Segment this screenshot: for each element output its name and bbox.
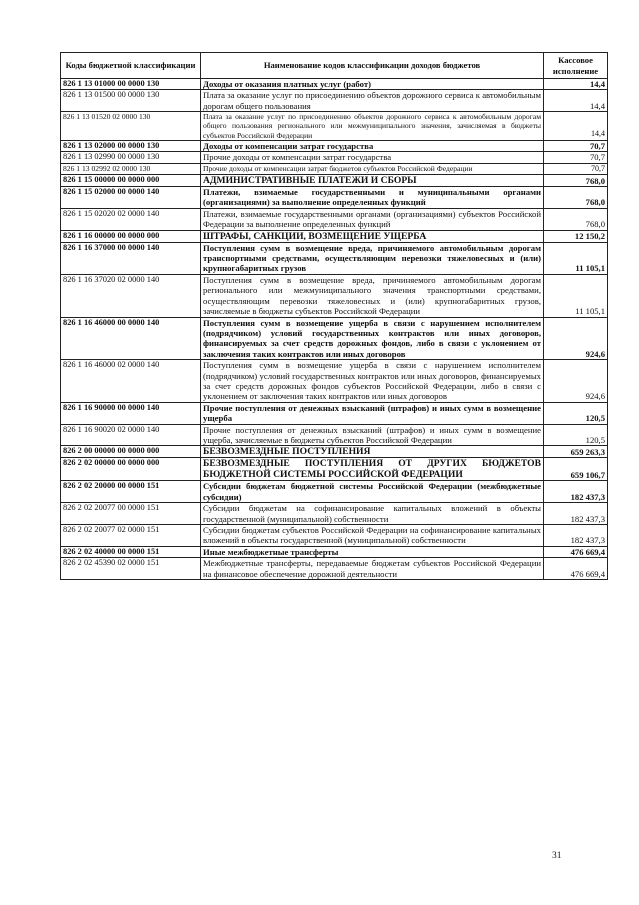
row-value: 768,0 bbox=[544, 187, 608, 209]
row-code: 826 1 16 46000 00 0000 140 bbox=[61, 317, 201, 360]
table-row bbox=[61, 546, 608, 557]
row-code: 826 2 02 20077 02 0000 151 bbox=[61, 525, 201, 547]
row-name: Субсидии бюджетам бюджетной системы Российской Федерации (межбюджетные субсидии) bbox=[201, 481, 544, 503]
table-body bbox=[61, 79, 608, 580]
row-code: 826 2 02 20077 00 0000 151 bbox=[61, 503, 201, 525]
row-code: 826 1 13 01000 00 0000 130 bbox=[61, 79, 201, 90]
row-name: ШТРАФЫ, САНКЦИИ, ВОЗМЕЩЕНИЕ УЩЕРБА bbox=[201, 230, 544, 242]
row-value: 14,4 bbox=[544, 90, 608, 112]
row-name: Иные межбюджетные трансферты bbox=[201, 546, 544, 557]
table-row bbox=[61, 274, 608, 317]
row-value: 768,0 bbox=[544, 175, 608, 187]
table-row bbox=[61, 402, 608, 424]
row-value: 182 437,3 bbox=[544, 525, 608, 547]
row-value: 924,6 bbox=[544, 360, 608, 403]
row-code: 826 1 13 01500 00 0000 130 bbox=[61, 90, 201, 112]
table-row bbox=[61, 230, 608, 242]
page-number: 31 bbox=[552, 851, 562, 861]
table-row bbox=[61, 481, 608, 503]
row-name: Поступления сумм в возмещение вреда, причиняемого автомобильным дорогам транспортными средствами, осуществляющим перевозки тяжеловесных и (или) крупногабаритных грузов bbox=[201, 242, 544, 274]
row-code: 826 2 02 40000 00 0000 151 bbox=[61, 546, 201, 557]
header-execution: Кассовое исполнение bbox=[544, 53, 608, 79]
table-row bbox=[61, 242, 608, 274]
row-code: 826 1 13 01520 02 0000 130 bbox=[61, 112, 201, 141]
row-value: 70,7 bbox=[544, 140, 608, 151]
row-value: 476 669,4 bbox=[544, 558, 608, 580]
row-name: Плата за оказание услуг по присоединению объектов дорожного сервиса к автомобильным дорогам общего пользования регионального или межмуниципального значения, зачисляемая в бюджеты субъектов Российской Федерации bbox=[201, 112, 544, 141]
document-page bbox=[60, 52, 607, 580]
row-code: 826 1 15 00000 00 0000 000 bbox=[61, 175, 201, 187]
row-value: 14,4 bbox=[544, 112, 608, 141]
row-value: 12 150,2 bbox=[544, 230, 608, 242]
row-name: БЕЗВОЗМЕЗДНЫЕ ПОСТУПЛЕНИЯ bbox=[201, 446, 544, 458]
row-name: Доходы от компенсации затрат государства bbox=[201, 140, 544, 151]
row-value: 182 437,3 bbox=[544, 481, 608, 503]
row-value: 70,7 bbox=[544, 163, 608, 174]
row-code: 826 1 15 02020 02 0000 140 bbox=[61, 208, 201, 230]
row-name: Поступления сумм в возмещение ущерба в связи с нарушением исполнителем (подрядчиком) условий государственных контрактов или иных договоров, финансируемых за счет средств дорожных фондов, либо в связи с уклонением от заключения таких контрактов или иных договоров bbox=[201, 317, 544, 360]
row-code: 826 2 00 00000 00 0000 000 bbox=[61, 446, 201, 458]
table-row bbox=[61, 112, 608, 141]
row-code: 826 1 13 02990 00 0000 130 bbox=[61, 152, 201, 163]
table-row bbox=[61, 208, 608, 230]
row-name: Межбюджетные трансферты, передаваемые бюджетам субъектов Российской Федерации на финансовое обеспечение дорожной деятельности bbox=[201, 558, 544, 580]
row-value: 659 106,7 bbox=[544, 458, 608, 481]
table-row bbox=[61, 152, 608, 163]
row-name: Субсидии бюджетам субъектов Российской Федерации на софинансирование капитальных вложений в объекты государственной (муниципальной) собственности bbox=[201, 525, 544, 547]
table-row bbox=[61, 525, 608, 547]
row-value: 70,7 bbox=[544, 152, 608, 163]
table-row bbox=[61, 360, 608, 403]
row-value: 120,5 bbox=[544, 424, 608, 446]
budget-table bbox=[60, 52, 608, 580]
row-code: 826 1 16 90020 02 0000 140 bbox=[61, 424, 201, 446]
row-name: Доходы от оказания платных услуг (работ) bbox=[201, 79, 544, 90]
row-name: АДМИНИСТРАТИВНЫЕ ПЛАТЕЖИ И СБОРЫ bbox=[201, 175, 544, 187]
row-code: 826 1 16 00000 00 0000 000 bbox=[61, 230, 201, 242]
table-row bbox=[61, 79, 608, 90]
row-name: Прочие доходы от компенсации затрат государства bbox=[201, 152, 544, 163]
row-name: БЕЗВОЗМЕЗДНЫЕ ПОСТУПЛЕНИЯ ОТ ДРУГИХ БЮДЖЕТОВ БЮДЖЕТНОЙ СИСТЕМЫ РОССИЙСКОЙ ФЕДЕРАЦИИ bbox=[201, 458, 544, 481]
table-header-row bbox=[61, 53, 608, 79]
row-value: 11 105,1 bbox=[544, 242, 608, 274]
table-row bbox=[61, 175, 608, 187]
header-codes: Коды бюджетной классификации bbox=[61, 53, 201, 79]
row-value: 476 669,4 bbox=[544, 546, 608, 557]
row-name: Прочие поступления от денежных взысканий (штрафов) и иных сумм в возмещение ущерба bbox=[201, 402, 544, 424]
row-value: 120,5 bbox=[544, 402, 608, 424]
table-row bbox=[61, 458, 608, 481]
row-value: 924,6 bbox=[544, 317, 608, 360]
table-row bbox=[61, 503, 608, 525]
table-row bbox=[61, 558, 608, 580]
row-name: Платежи, взимаемые государственными органами (организациями) субъектов Российской Федерации за выполнение определенных функций bbox=[201, 208, 544, 230]
table-row bbox=[61, 163, 608, 174]
row-code: 826 1 16 37000 00 0000 140 bbox=[61, 242, 201, 274]
table-row bbox=[61, 446, 608, 458]
row-name: Прочие доходы от компенсации затрат бюджетов субъектов Российской Федерации bbox=[201, 163, 544, 174]
table-row bbox=[61, 140, 608, 151]
row-code: 826 1 16 46000 02 0000 140 bbox=[61, 360, 201, 403]
row-code: 826 1 16 90000 00 0000 140 bbox=[61, 402, 201, 424]
row-code: 826 2 02 20000 00 0000 151 bbox=[61, 481, 201, 503]
table-row bbox=[61, 424, 608, 446]
row-name: Субсидии бюджетам на софинансирование капитальных вложений в объекты государственной (муниципальной) собственности bbox=[201, 503, 544, 525]
row-code: 826 1 16 37020 02 0000 140 bbox=[61, 274, 201, 317]
row-value: 11 105,1 bbox=[544, 274, 608, 317]
row-value: 659 263,3 bbox=[544, 446, 608, 458]
row-value: 182 437,3 bbox=[544, 503, 608, 525]
row-code: 826 1 13 02000 00 0000 130 bbox=[61, 140, 201, 151]
row-value: 14,4 bbox=[544, 79, 608, 90]
table-row bbox=[61, 187, 608, 209]
row-code: 826 1 15 02000 00 0000 140 bbox=[61, 187, 201, 209]
row-value: 768,0 bbox=[544, 208, 608, 230]
row-name: Поступления сумм в возмещение вреда, причиняемого автомобильным дорогам регионального или межмуниципального значения транспортными средствами, осуществляющим перевозки тяжеловесных и (или) крупногабаритных грузов, зачисляемые в бюджеты субъектов Российской Федерации bbox=[201, 274, 544, 317]
table-row bbox=[61, 317, 608, 360]
row-name: Платежи, взимаемые государственными и муниципальными органами (организациями) за выполнение определенных функций bbox=[201, 187, 544, 209]
row-code: 826 2 02 45390 02 0000 151 bbox=[61, 558, 201, 580]
header-name: Наименование кодов классификации доходов бюджетов bbox=[201, 53, 544, 79]
table-row bbox=[61, 90, 608, 112]
row-code: 826 2 02 00000 00 0000 000 bbox=[61, 458, 201, 481]
row-code: 826 1 13 02992 02 0000 130 bbox=[61, 163, 201, 174]
row-name: Поступления сумм в возмещение ущерба в связи с нарушением исполнителем (подрядчиком) условий государственных контрактов или иных договоров, финансируемых за счет средств дорожных фондов субъектов Российской Федерации, либо в связи с уклонением от заключения таких контрактов или иных договоров bbox=[201, 360, 544, 403]
row-name: Прочие поступления от денежных взысканий (штрафов) и иных сумм в возмещение ущерба, зачисляемые в бюджеты субъектов Российской Федерации bbox=[201, 424, 544, 446]
row-name: Плата за оказание услуг по присоединению объектов дорожного сервиса к автомобильным дорогам общего пользования bbox=[201, 90, 544, 112]
